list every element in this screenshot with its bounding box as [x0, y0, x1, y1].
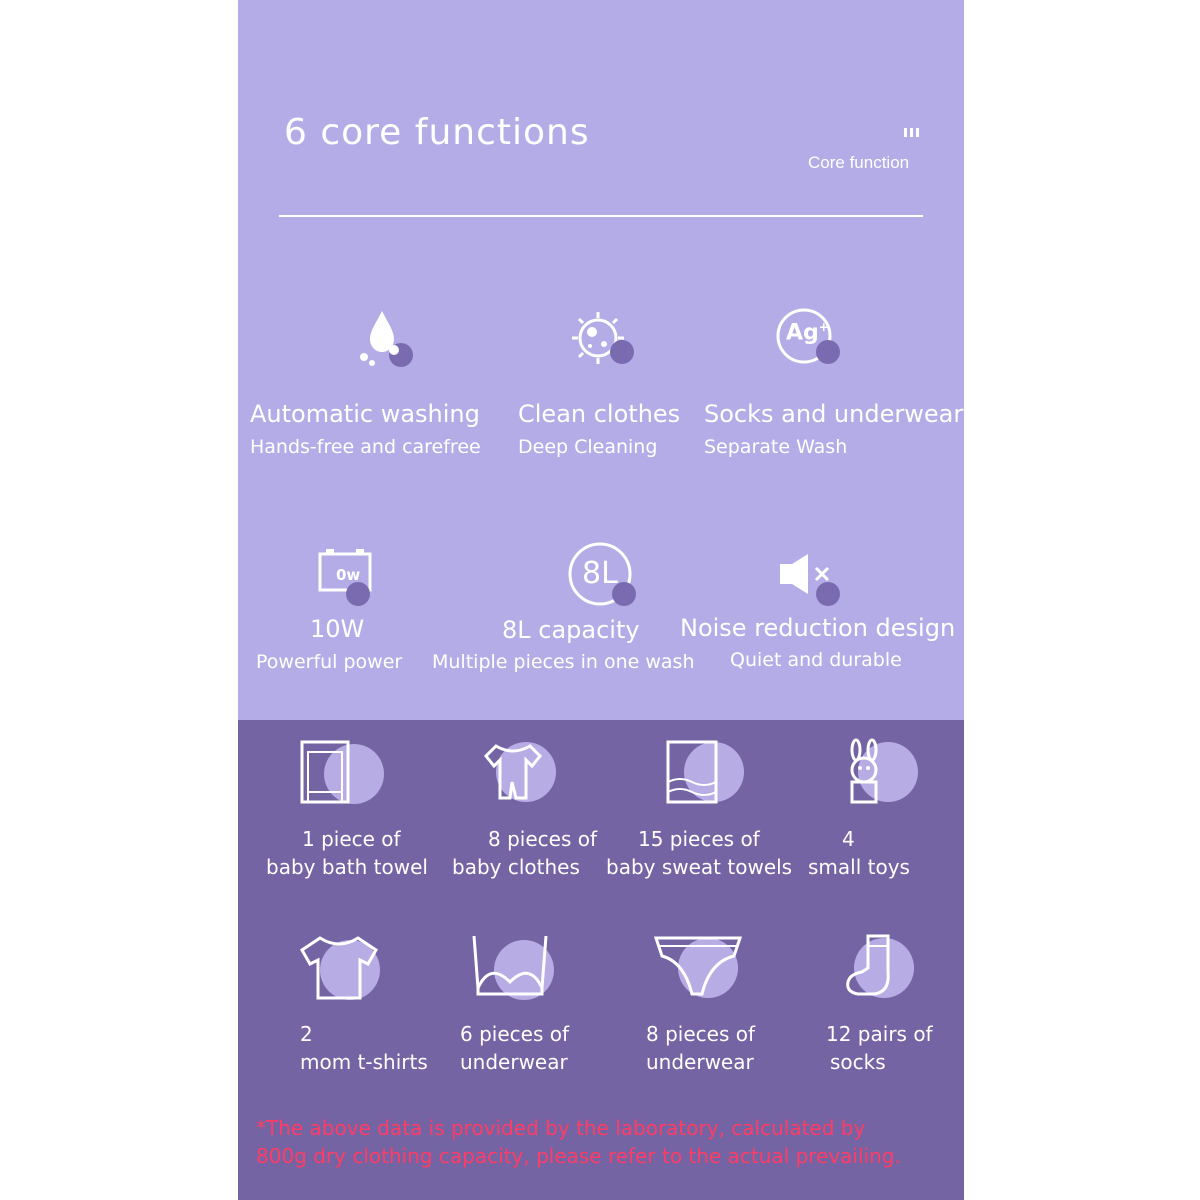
- bars-decoration: [904, 122, 922, 141]
- sweat-towel-icon: [662, 738, 772, 818]
- feature-subtitle: Powerful power: [256, 651, 403, 673]
- capacity-item: baby clothes: [452, 855, 580, 879]
- t-shirt-icon: [298, 932, 408, 1012]
- section-subtitle: Core function: [808, 153, 910, 172]
- capacity-count: 12 pairs of: [826, 1022, 933, 1046]
- mute-speaker-icon: [778, 552, 848, 612]
- feature-subtitle: Deep Cleaning: [518, 436, 658, 458]
- briefs-icon: [652, 932, 762, 1012]
- capacity-count: 4: [842, 827, 855, 851]
- product-panel: [238, 0, 964, 1200]
- water-drop-icon: [356, 305, 426, 370]
- capacity-count: 2: [300, 1022, 313, 1046]
- capacity-count: 8 pieces of: [646, 1022, 755, 1046]
- capacity-item: mom t-shirts: [300, 1050, 428, 1074]
- capacity-item: small toys: [808, 855, 910, 879]
- bacteria-icon: [568, 310, 643, 375]
- capacity-item: underwear: [460, 1050, 568, 1074]
- core-functions-section: [238, 0, 964, 720]
- divider: [279, 215, 923, 217]
- capacity-count: 6 pieces of: [460, 1022, 569, 1046]
- feature-subtitle: Multiple pieces in one wash: [432, 651, 695, 673]
- section-title: 6 core functions: [284, 112, 590, 153]
- bunny-toy-icon: [842, 738, 952, 818]
- capacity-count: 8 pieces of: [488, 827, 597, 851]
- bra-icon: [466, 932, 576, 1012]
- capacity-item: underwear: [646, 1050, 754, 1074]
- disclaimer-line: 800g dry clothing capacity, please refer to the actual prevailing.: [256, 1144, 901, 1168]
- feature-subtitle: Quiet and durable: [730, 649, 902, 671]
- bath-towel-icon: [294, 738, 404, 818]
- feature-title: Clean clothes: [518, 400, 681, 428]
- capacity-count: 15 pieces of: [638, 827, 760, 851]
- baby-clothes-icon: [474, 738, 584, 818]
- silver-ion-label: Ag+: [786, 320, 829, 346]
- capacity-item: baby bath towel: [266, 855, 428, 879]
- sock-icon: [838, 932, 948, 1012]
- disclaimer-line: *The above data is provided by the laboratory, calculated by: [256, 1116, 866, 1140]
- feature-subtitle: Separate Wash: [704, 436, 848, 458]
- feature-title: Socks and underwear: [704, 400, 964, 428]
- capacity-item: baby sweat towels: [606, 855, 793, 879]
- feature-title: Automatic washing: [250, 400, 480, 428]
- feature-title: 10W: [310, 615, 365, 643]
- battery-label: 0w: [336, 566, 361, 584]
- capacity-count: 1 piece of: [302, 827, 401, 851]
- feature-title: 8L capacity: [502, 616, 640, 644]
- feature-title: Noise reduction design: [680, 614, 956, 642]
- feature-subtitle: Hands-free and carefree: [250, 436, 481, 458]
- capacity-label: 8L: [582, 556, 618, 591]
- disclaimer-note: [256, 1114, 956, 1170]
- capacity-item: socks: [830, 1050, 886, 1074]
